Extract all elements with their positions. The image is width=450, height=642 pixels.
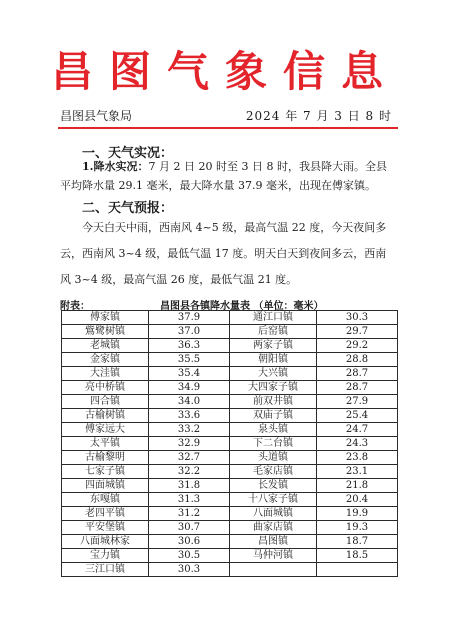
town-name-cell: 东嘎镇 — [62, 493, 149, 507]
actual-paragraph — [60, 157, 395, 195]
rainfall-value-cell: 30.3 — [317, 311, 398, 325]
table-row — [62, 381, 398, 395]
rainfall-value-cell: 25.4 — [317, 409, 398, 423]
town-name-cell: 大洼镇 — [62, 367, 149, 381]
rainfall-value-cell: 30.7 — [149, 521, 230, 535]
table-row — [62, 465, 398, 479]
table-row — [62, 535, 398, 549]
table-row — [62, 493, 398, 507]
rainfall-value-cell: 31.2 — [149, 507, 230, 521]
rainfall-value-cell: 29.2 — [317, 339, 398, 353]
town-name-cell: 两家子镇 — [230, 339, 317, 353]
table-row — [62, 451, 398, 465]
town-name-cell: 双庙子镇 — [230, 409, 317, 423]
table-row — [62, 437, 398, 451]
town-name-cell: 头道镇 — [230, 451, 317, 465]
town-name-cell: 十八家子镇 — [230, 493, 317, 507]
town-name-cell: 古榆黎明 — [62, 451, 149, 465]
publisher: 昌图县气象局 — [60, 109, 133, 123]
rainfall-value-cell: 27.9 — [317, 395, 398, 409]
rainfall-value-cell: 21.8 — [317, 479, 398, 493]
rainfall-value-cell: 31.8 — [149, 479, 230, 493]
rainfall-value-cell: 19.9 — [317, 507, 398, 521]
town-name-cell: 朝阳镇 — [230, 353, 317, 367]
rainfall-value-cell: 34.9 — [149, 381, 230, 395]
table-row — [62, 395, 398, 409]
attachment-label: 附表： — [60, 301, 90, 312]
rainfall-value-cell: 30.3 — [149, 563, 230, 577]
actual-text: 7 月 2 日 20 时至 3 日 8 时，我县降大雨。全县平均降水量 29.1 毫米，最大降水量 37.9 毫米，出现在傅家镇。 — [60, 160, 387, 192]
town-name-cell: 泉头镇 — [230, 423, 317, 437]
rainfall-value-cell: 23.8 — [317, 451, 398, 465]
town-name-cell: 昌图镇 — [230, 535, 317, 549]
town-name-cell: 古榆树镇 — [62, 409, 149, 423]
town-name-cell: 马仲河镇 — [230, 549, 317, 563]
town-name-cell: 七家子镇 — [62, 465, 149, 479]
town-name-cell: 长发镇 — [230, 479, 317, 493]
rainfall-value-cell: 33.2 — [149, 423, 230, 437]
table-row — [62, 325, 398, 339]
town-name-cell: 下二台镇 — [230, 437, 317, 451]
rainfall-value-cell: 30.6 — [149, 535, 230, 549]
rainfall-value-cell: 18.5 — [317, 549, 398, 563]
town-name-cell: 三江口镇 — [62, 563, 149, 577]
town-name-cell: 鴜鹭树镇 — [62, 325, 149, 339]
town-name-cell: 大四家子镇 — [230, 381, 317, 395]
town-name-cell: 曲家店镇 — [230, 521, 317, 535]
section-heading-actual: 一、天气实况： — [82, 146, 174, 161]
table-row — [62, 339, 398, 353]
town-name-cell: 傅家镇 — [62, 311, 149, 325]
rainfall-value-cell: 36.3 — [149, 339, 230, 353]
town-name-cell: 金家镇 — [62, 353, 149, 367]
town-name-cell: 后窑镇 — [230, 325, 317, 339]
table-row — [62, 479, 398, 493]
rainfall-value-cell: 32.2 — [149, 465, 230, 479]
town-name-cell: 八面城镇 — [230, 507, 317, 521]
section-heading-forecast: 二、天气预报： — [82, 201, 174, 216]
masthead-title: 昌图气象信息 — [50, 47, 399, 96]
table-row — [62, 423, 398, 437]
town-name-cell: 通江口镇 — [230, 311, 317, 325]
town-name-cell: 老城镇 — [62, 339, 149, 353]
rainfall-value-cell: 35.4 — [149, 367, 230, 381]
rainfall-value-cell: 28.7 — [317, 367, 398, 381]
rainfall-value-cell: 24.3 — [317, 437, 398, 451]
rainfall-value-cell: 18.7 — [317, 535, 398, 549]
rainfall-value-cell: 34.0 — [149, 395, 230, 409]
rainfall-value-cell: 29.7 — [317, 325, 398, 339]
town-name-cell: 四合镇 — [62, 395, 149, 409]
rainfall-value-cell: 20.4 — [317, 493, 398, 507]
rainfall-value-cell: 35.5 — [149, 353, 230, 367]
header-divider — [58, 127, 398, 129]
table-row — [62, 563, 398, 577]
town-name-cell: 平安堡镇 — [62, 521, 149, 535]
town-name-cell: 老四平镇 — [62, 507, 149, 521]
table-row — [62, 549, 398, 563]
issue-time: 2024 年 7 月 3 日 8 时 — [245, 109, 392, 123]
table-row — [62, 521, 398, 535]
town-name-cell: 亮中桥镇 — [62, 381, 149, 395]
table-row — [62, 367, 398, 381]
town-name-cell: 毛家店镇 — [230, 465, 317, 479]
meta-row — [60, 107, 392, 125]
town-name-cell: 四面城镇 — [62, 479, 149, 493]
table-row — [62, 353, 398, 367]
rainfall-value-cell: 19.3 — [317, 521, 398, 535]
table-row — [62, 409, 398, 423]
table-title: 昌图县各镇降水量表 （单位：毫米） — [160, 301, 324, 312]
rainfall-value-cell: 37.0 — [149, 325, 230, 339]
town-name-cell — [230, 563, 317, 577]
rainfall-value-cell — [317, 563, 398, 577]
rainfall-value-cell: 32.9 — [149, 437, 230, 451]
rainfall-value-cell: 28.8 — [317, 353, 398, 367]
forecast-text: 今天白天中雨，西南风 4~5 级，最高气温 22 度，今天夜间多云，西南风 3~4 级，最低气温 17 度。明天白天到夜间多云，西南风 3~4 级，最高气温 26 度，最低气温 21 度。 — [60, 221, 387, 286]
rainfall-value-cell: 23.1 — [317, 465, 398, 479]
rainfall-value-cell: 24.7 — [317, 423, 398, 437]
rainfall-value-cell: 33.6 — [149, 409, 230, 423]
town-name-cell: 宝力镇 — [62, 549, 149, 563]
table-caption — [60, 297, 390, 312]
rainfall-table — [61, 310, 398, 577]
rainfall-value-cell: 37.9 — [149, 311, 230, 325]
rainfall-value-cell: 32.7 — [149, 451, 230, 465]
town-name-cell: 前双井镇 — [230, 395, 317, 409]
table-row — [62, 507, 398, 521]
town-name-cell: 大兴镇 — [230, 367, 317, 381]
town-name-cell: 傅家远大 — [62, 423, 149, 437]
rainfall-value-cell: 30.5 — [149, 549, 230, 563]
rainfall-value-cell: 28.7 — [317, 381, 398, 395]
actual-lead: 1.降水实况： — [82, 160, 149, 173]
rainfall-value-cell: 31.3 — [149, 493, 230, 507]
table-row — [62, 311, 398, 325]
town-name-cell: 太平镇 — [62, 437, 149, 451]
town-name-cell: 八面城林家 — [62, 535, 149, 549]
